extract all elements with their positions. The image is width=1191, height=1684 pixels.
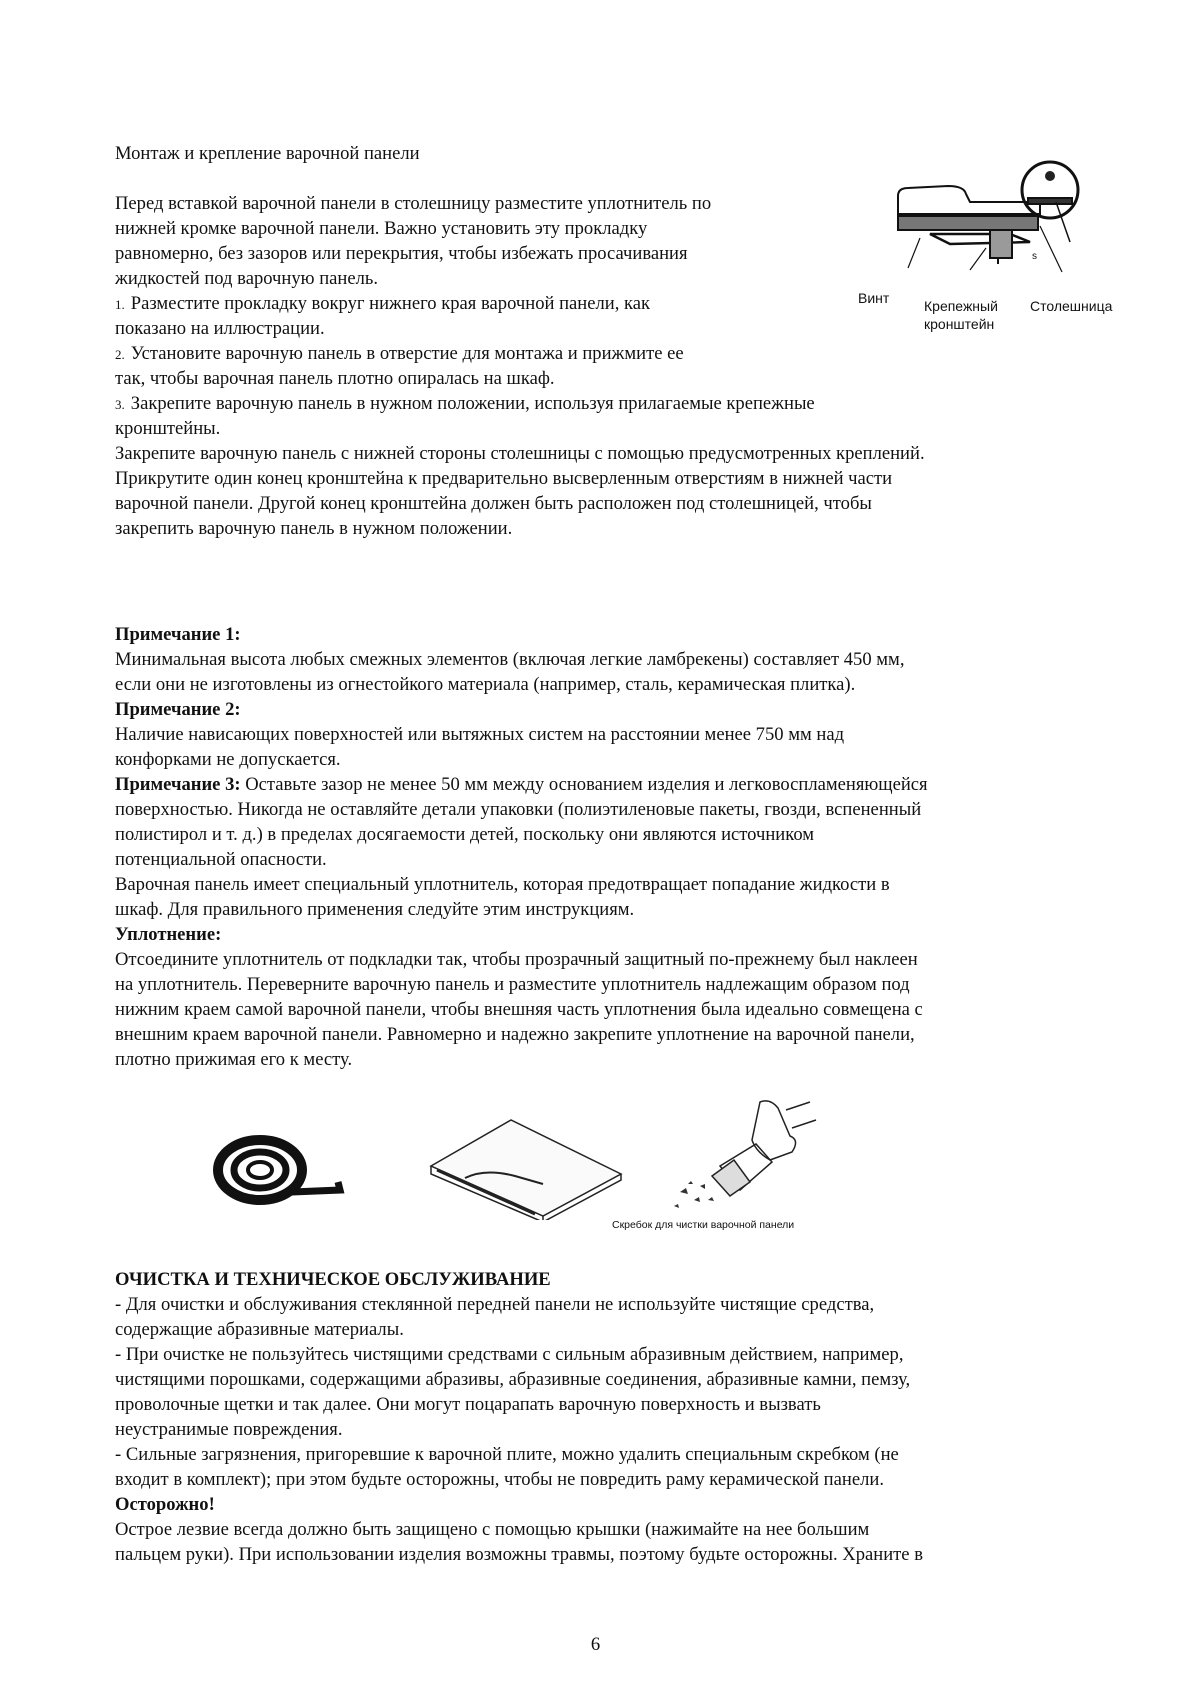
install-step-2 (115, 341, 684, 367)
seal-heading: Уплотнение: (115, 924, 222, 945)
hob-seal-illustration (425, 1110, 625, 1220)
step-number: 2. (115, 347, 125, 362)
scraper-illustration (660, 1096, 820, 1216)
install-step-3 (115, 391, 815, 417)
figure-label-bracket: кронштейн (924, 316, 995, 332)
figure-label-screw: Винт (858, 290, 890, 306)
note-3-line: шкаф. Для правильного применения следуйте этим инструкциям. (115, 899, 635, 920)
seal-roll-illustration (212, 1130, 352, 1210)
note-2-line: конфорками не допускается. (115, 749, 341, 770)
note-3-line: поверхностью. Никогда не оставляйте детали упаковки (полиэтиленовые пакеты, гвозди, вспененный (115, 799, 922, 820)
install-step-3-cont: кронштейны. (115, 418, 221, 439)
seal-line: на уплотнитель. Переверните варочную панель и разместите уплотнитель надлежащим образом под (115, 974, 910, 995)
step-text: Закрепите варочную панель в нужном положении, используя прилагаемые крепежные (130, 393, 815, 414)
seal-line: нижним краем самой варочной панели, чтобы внешняя часть уплотнения была идеально совмещена с (115, 999, 923, 1020)
seal-line: Отсоедините уплотнитель от подкладки так, чтобы прозрачный защитный по-прежнему был наклеен (115, 949, 918, 970)
note-2-heading: Примечание 2: (115, 699, 241, 720)
caution-line: пальцем руки). При использовании изделия возможны травмы, поэтому будьте осторожны. Храните в (115, 1544, 923, 1565)
note-3-line: Варочная панель имеет специальный уплотнитель, которая предотвращает попадание жидкости в (115, 874, 890, 895)
cleaning-line: - Сильные загрязнения, пригоревшие к варочной плите, можно удалить специальным скребком (не (115, 1444, 899, 1465)
step-number: 3. (115, 397, 125, 412)
step-text: Установите варочную панель в отверстие для монтажа и прижмите ее (130, 343, 684, 364)
figure-label-bracket: Крепежный (924, 298, 998, 314)
step-number: 1. (115, 297, 125, 312)
install-intro-line: нижней кромке варочной панели. Важно установить эту прокладку (115, 218, 648, 239)
note-1-line: Минимальная высота любых смежных элементов (включая легкие ламбрекены) составляет 450 мм, (115, 649, 905, 670)
install-intro-line: жидкостей под варочную панель. (115, 268, 379, 289)
cleaning-heading: ОЧИСТКА И ТЕХНИЧЕСКОЕ ОБСЛУЖИВАНИЕ (115, 1269, 551, 1290)
caution-line: Острое лезвие всегда должно быть защищено с помощью крышки (нажимайте на нее большим (115, 1519, 870, 1540)
install-step-1 (115, 291, 650, 317)
cleaning-line: - При очистке не пользуйтесь чистящими средствами с сильным абразивным действием, например, (115, 1344, 904, 1365)
scraper-caption: Скребок для чистки варочной панели (612, 1219, 795, 1231)
cleaning-line: входит в комплект); при этом будьте осторожны, чтобы не повредить раму керамической панели. (115, 1469, 884, 1490)
install-outro-line: варочной панели. Другой конец кронштейна должен быть расположен под столешницей, чтобы (115, 493, 872, 514)
note-3-line: полистирол и т. д.) в пределах досягаемости детей, поскольку они являются источником (115, 824, 815, 845)
install-intro-line: равномерно, без зазоров или перекрытия, чтобы избежать просачивания (115, 243, 688, 264)
note-3-line: потенциальной опасности. (115, 849, 327, 870)
page-number: 6 (590, 1634, 601, 1655)
note-3-first-line (115, 772, 928, 797)
seal-line: внешним краем варочной панели. Равномерно и надежно закрепите уплотнение на варочной панели, (115, 1024, 915, 1045)
note-3-heading: Примечание 3: (115, 774, 241, 795)
mounting-bracket-illustration (890, 160, 1090, 280)
install-step-1-cont: показано на иллюстрации. (115, 318, 325, 339)
step-text: Разместите прокладку вокруг нижнего края варочной панели, как (130, 293, 651, 314)
note-3-text: Оставьте зазор не менее 50 мм между основанием изделия и легковоспламеняющейся (240, 774, 928, 795)
install-outro-line: закрепить варочную панель в нужном положении. (115, 518, 513, 539)
cleaning-line: чистящими порошками, содержащими абразивы, абразивные соединения, абразивные камни, пемзу, (115, 1369, 911, 1390)
install-outro-line: Закрепите варочную панель с нижней стороны столешницы с помощью предусмотренных креплений. (115, 443, 925, 464)
note-2-line: Наличие нависающих поверхностей или вытяжных систем на расстоянии менее 750 мм над (115, 724, 845, 745)
note-1-line: если они не изготовлены из огнестойкого материала (например, сталь, керамическая плитка). (115, 674, 856, 695)
cleaning-line: проволочные щетки и так далее. Они могут поцарапать варочную поверхность и вызвать (115, 1394, 821, 1415)
install-intro-line: Перед вставкой варочной панели в столешницу разместите уплотнитель по (115, 193, 712, 214)
install-outro-line: Прикрутите один конец кронштейна к предварительно высверленным отверстиям в нижней части (115, 468, 893, 489)
seal-line: плотно прижимая его к месту. (115, 1049, 353, 1070)
cleaning-line: содержащие абразивные материалы. (115, 1319, 404, 1340)
note-1-heading: Примечание 1: (115, 624, 241, 645)
cleaning-line: неустранимые повреждения. (115, 1419, 343, 1440)
caution-heading: Осторожно! (115, 1494, 215, 1515)
cleaning-line: - Для очистки и обслуживания стеклянной передней панели не используйте чистящие средства, (115, 1294, 875, 1315)
install-title: Монтаж и крепление варочной панели (115, 143, 420, 164)
install-step-2-cont: так, чтобы варочная панель плотно опиралась на шкаф. (115, 368, 555, 389)
figure-label-s: s (1032, 251, 1037, 262)
figure-label-countertop: Столешница (1030, 298, 1113, 314)
